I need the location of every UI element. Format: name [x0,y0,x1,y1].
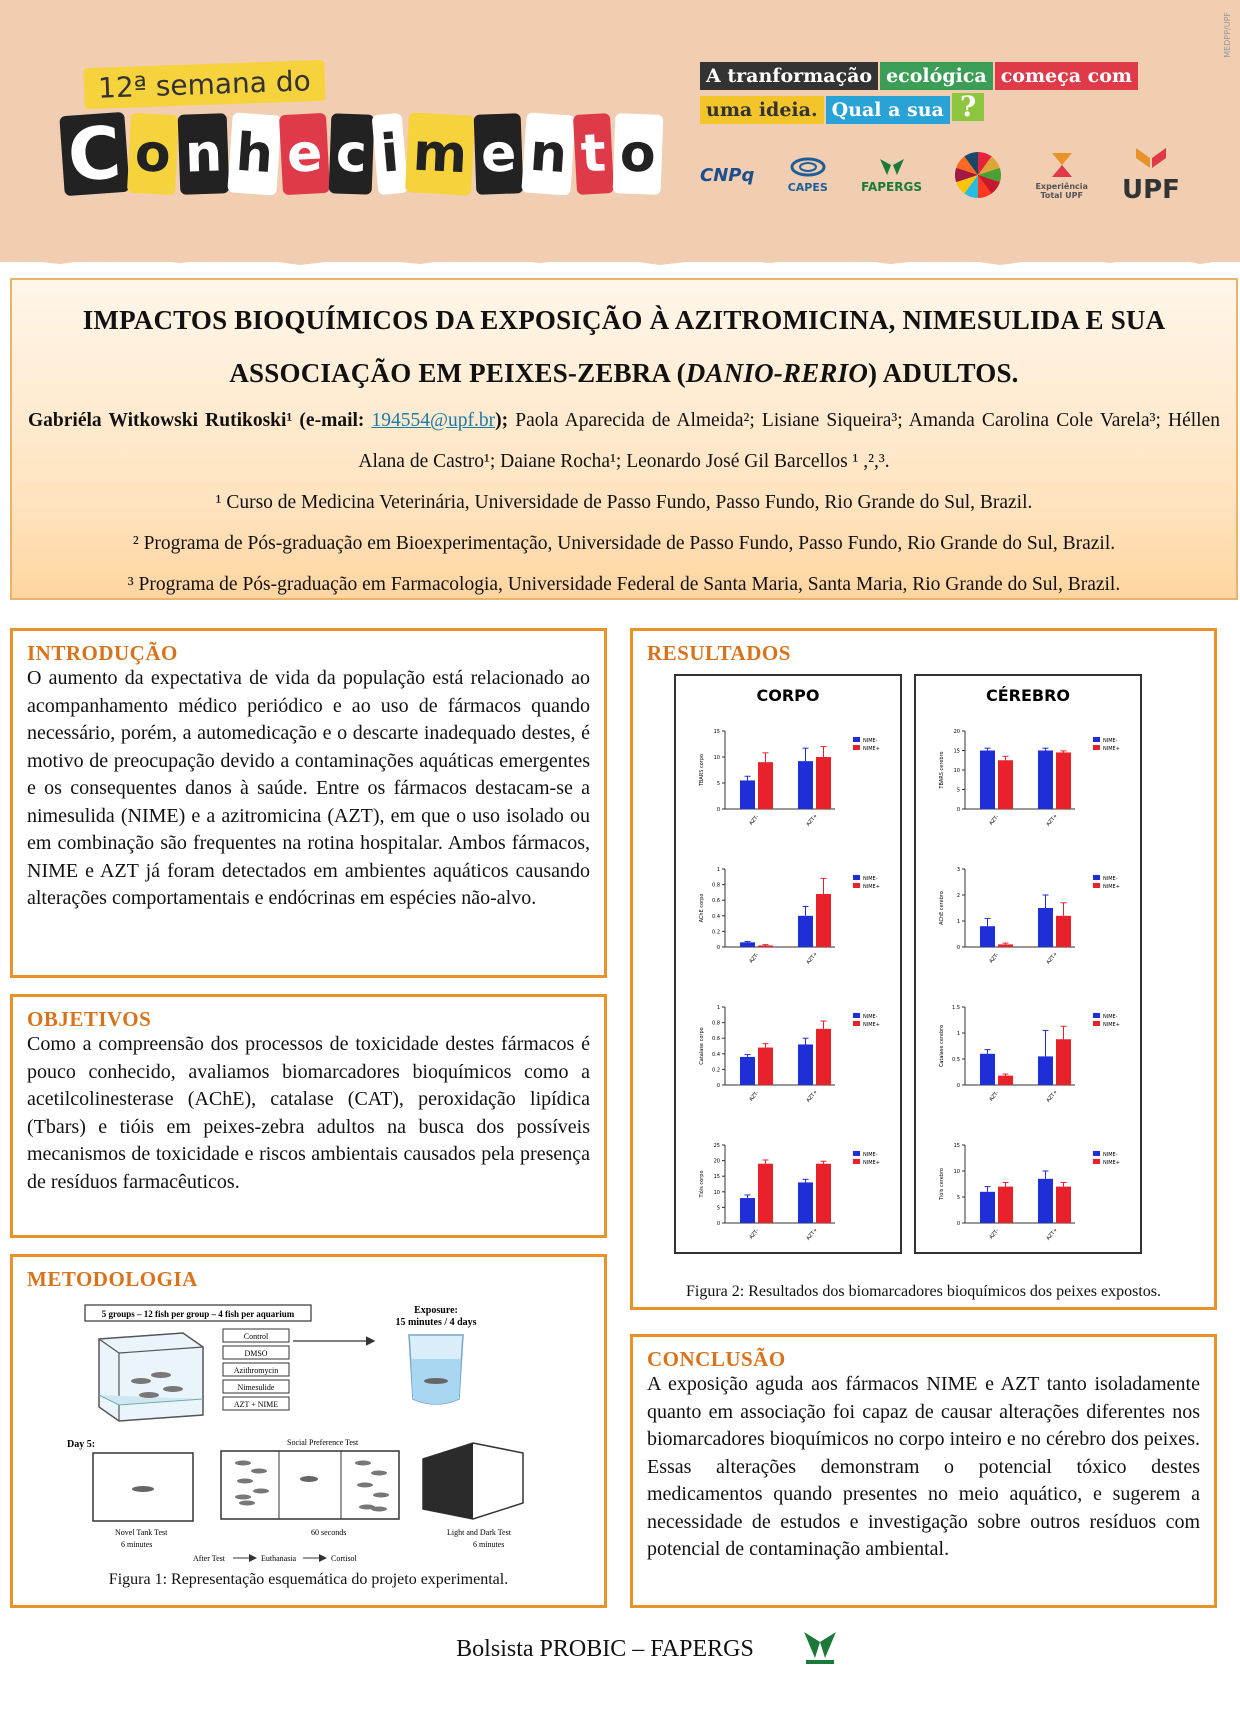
beaker-icon [409,1335,463,1404]
x-tick-label: AZT+ [1045,1089,1060,1104]
bar [998,1187,1013,1223]
experimental-design-schematic [53,1303,563,1565]
legend-swatch [853,1021,860,1026]
y-tick-label: 0 [956,807,960,813]
legend-swatch [1093,1021,1100,1026]
y-tick-label: 1 [716,867,720,873]
wordmark-letter: e [279,113,330,195]
tagline-fragment: uma ideia. [700,96,824,124]
bar [758,762,773,809]
social-test-time: 60 seconds [311,1528,347,1537]
y-tick-label: 0.4 [712,1051,720,1058]
x-tick-label: AZT+ [805,813,820,828]
x-tick-label: AZT- [988,1228,1001,1241]
x-tick-label: AZT- [988,1090,1001,1103]
bar [998,1076,1013,1085]
sponsor-logos [700,140,1180,210]
legend-swatch [1093,1151,1100,1156]
y-tick-label: 1 [956,1031,960,1037]
legend-swatch [1093,1013,1100,1018]
group-label: Azithromycin [233,1366,279,1375]
legend-label: NIME+ [863,1022,880,1028]
bar [816,894,831,947]
y-tick-label: 15 [953,1143,960,1149]
x-tick-label: AZT+ [805,951,820,966]
y-tick-label: 1 [716,1005,720,1011]
y-tick-label: 2 [956,893,960,899]
fish-shape [357,1483,373,1488]
legend-swatch [853,1013,860,1018]
metodologia-section [10,1254,607,1608]
bar [758,1048,773,1085]
biomarker-charts [673,673,1143,1257]
aquarium-icon [99,1333,203,1421]
bar [980,1054,995,1085]
x-tick-label: AZT+ [1045,951,1060,966]
affiliation-2: ² Programa de Pós-graduação em Bioexperimentação, Universidade de Passo Fundo, Passo Fundo, Rio Grande do Sul, Brazil. [132,533,1116,554]
flow-cortisol: Cortisol [331,1554,357,1563]
introducao-section [10,628,607,978]
upf-logo: UPF [1122,145,1180,205]
y-tick-label: 15 [713,729,720,735]
x-tick-label: AZT- [748,814,761,827]
footer-text: Bolsista PROBIC – FAPERGS [456,1636,754,1662]
y-tick-label: 15 [953,748,960,755]
legend-label: NIME+ [863,884,880,890]
y-tick-label: 0 [956,945,960,951]
fish-shape [239,1501,255,1506]
legend-label: NIME+ [863,1160,880,1166]
legend-swatch [1093,883,1100,888]
event-logo [62,58,657,208]
day-label: Day 5: [67,1439,96,1450]
y-tick-label: 25 [713,1143,720,1149]
novel-tank-time: 6 minutes [121,1540,153,1549]
objetivos-section [10,994,607,1238]
flow-after-test: After Test [193,1554,225,1563]
y-tick-label: 20 [953,729,960,735]
wordmark-letter: e [473,113,523,195]
legend-label: NIME+ [1103,1160,1120,1166]
bar [740,1057,755,1085]
y-tick-label: 5 [956,1195,960,1201]
flow-euthanasia: Euthanasia [261,1554,297,1563]
author-list: Gabriéla Witkowski Rutikoski¹ (e-mail: 194554@upf.br); Paola Aparecida de Almeida²; Lisiane Siqueira³; Amanda Carolina Cole Varela³; Héllen Alana de Castro¹; Daiane Rocha¹; Leonardo José Gil Barcellos ¹ ,²,³. [28,410,1221,472]
wordmark-letter: c [329,113,375,194]
x-tick-label: AZT- [748,952,761,965]
introducao-heading: INTRODUÇÃO [27,641,178,665]
wordmark-letter: n [177,113,229,195]
bar [1038,1179,1053,1223]
figure-1-caption: Figura 1: Representação esquemática do projeto experimental. [108,1571,509,1588]
poster-title: IMPACTOS BIOQUÍMICOS DA EXPOSIÇÃO À AZITROMICINA, NIMESULIDA E SUA ASSOCIAÇÃO EM PEIXES-ZEBRA (DANIO-RERIO) ADULTOS. [82,305,1166,388]
y-tick-label: 0 [956,1221,960,1227]
bar [1056,1039,1071,1085]
objetivos-text: Como a compreensão dos processos de toxicidade destes fármacos é pouco conhecido, avaliamos biomarcadores bioquímicos como a acetilcolinesterase (AChE), catalase (CAT), peroxidação lipídica (Tbars) e tióis em peixes-zebra adultos na busca dos possíveis mecanismos de toxicidade e riscos ambientais causados pela presença de resíduos farmacêuticos. [27,1033,590,1193]
legend-swatch [1093,1159,1100,1164]
legend-label: NIME- [863,1014,878,1020]
y-tick-label: 0.8 [712,882,720,889]
bar [980,1192,995,1223]
y-tick-label: 10 [713,755,720,761]
legend-label: NIME+ [1103,884,1120,890]
bar [1038,1056,1053,1085]
wordmark-letter: m [405,112,475,195]
exposure-title: Exposure: [414,1305,458,1316]
ods-wheel-logo [955,152,1001,198]
group-label: Nimesulide [237,1383,275,1392]
group-label: DMSO [244,1349,268,1358]
legend-label: NIME+ [1103,1022,1120,1028]
legend-label: NIME- [1103,1152,1118,1158]
exposure-detail: 15 minutes / 4 days [395,1317,477,1328]
x-tick-label: AZT- [748,1228,761,1241]
fish-shape [253,1489,269,1494]
legend-swatch [853,1151,860,1156]
fapergs-footer-logo [798,1628,842,1668]
y-tick-label: 1.5 [952,1005,960,1011]
wordmark-letter: n [521,112,575,195]
affiliation-3: ³ Programa de Pós-graduação em Farmacologia, Universidade Federal de Santa Maria, Santa Maria, Rio Grande do Sul, Brazil. [127,574,1121,595]
tagline-fragment: começa com [995,62,1138,90]
bar [816,1164,831,1223]
y-tick-label: 10 [713,1189,720,1196]
bar [758,945,773,947]
y-tick-label: 5 [956,787,960,794]
y-axis-label: AChE corpo [699,893,705,923]
fish-shape [371,1507,387,1512]
bar [798,1044,813,1085]
event-wordmark [62,110,662,198]
wordmark-letter: h [227,112,281,195]
legend-label: NIME+ [1103,746,1120,752]
footer [0,1636,1240,1663]
group-label: Control [243,1332,269,1341]
tagline-fragment: Qual a sua [826,96,950,124]
social-test-label: Social Preference Test [287,1438,359,1447]
y-axis-label: Catalase cerebro [939,1024,945,1068]
bar [998,944,1013,947]
fish-shape [371,1471,387,1476]
wordmark-letter: o [127,113,179,195]
legend-swatch [853,737,860,742]
light-dark-label: Light and Dark Test [447,1528,511,1537]
y-tick-label: 5 [716,781,720,787]
wordmark-letter: i [371,113,408,195]
legend-label: NIME- [1103,738,1118,744]
bar [816,1029,831,1085]
y-axis-label: Tióis cerebro [939,1168,945,1200]
experiencia-upf-logo: Experiência Total UPF [1035,150,1089,200]
y-tick-label: 15 [713,1174,720,1181]
bar [1056,1187,1071,1223]
y-axis-label: TBARS corpo [699,753,705,787]
y-tick-label: 10 [953,768,960,774]
bar [740,942,755,947]
cerebro-frame [915,675,1141,1253]
event-banner [0,0,1240,262]
legend-label: NIME- [863,876,878,882]
y-tick-label: 20 [713,1158,720,1165]
event-subtitle: 12ª semana do [83,60,325,109]
corpo-frame [675,675,901,1253]
affiliation-1: ¹ Curso de Medicina Veterinária, Universidade de Passo Fundo, Passo Fundo, Rio Grande do Sul, Brazil. [215,492,1033,513]
introducao-text: O aumento da expectativa de vida da população está relacionado ao acompanhamento médico periódico e ao uso de fármacos quando necessário, porém, a automedicação e o descarte inadequado destes, é motivo de preocupação devido a contaminações aquáticas emergentes e os consequentes danos à saúde. Entre os fármacos destacam-se a nimesulida (NIME) e a azitromicina (AZT), em que o uso isolado ou em combinação são frequentes na rotina hospitalar. Ambos fármacos, NIME e AZT já foram detectados em ambientes aquáticos causando alterações comportamentais e endócrinas em espécies não-alvo. [27,667,590,909]
groups-header: 5 groups – 12 fish per group – 4 fish per aquarium [101,1309,295,1319]
side-code: MEDPP/UPF [1223,12,1232,58]
legend-swatch [1093,737,1100,742]
bar [1056,916,1071,947]
fish-shape [373,1493,389,1498]
legend-swatch [853,875,860,880]
bar [1038,908,1053,947]
fapergs-logo: FAPERGS [861,157,922,194]
bar [740,1198,755,1223]
resultados-section [630,628,1217,1310]
conclusao-section [630,1334,1217,1608]
y-axis-label: Tióis corpo [699,1170,705,1198]
x-tick-label: AZT+ [805,1089,820,1104]
legend-swatch [853,1159,860,1164]
x-tick-label: AZT- [988,814,1001,827]
y-axis-label: AChE cerebro [939,891,945,925]
title-box [10,278,1238,600]
cnpq-logo: CNPq [700,164,755,186]
legend-swatch [853,883,860,888]
treatment-groups [223,1329,289,1410]
y-tick-label: 0 [716,807,720,813]
metodologia-heading: METODOLOGIA [27,1267,198,1291]
y-axis-label: Catalase corpo [699,1027,705,1065]
bar [798,916,813,947]
y-tick-label: 0 [716,945,720,951]
x-tick-label: AZT- [748,1090,761,1103]
x-tick-label: AZT+ [805,1227,820,1242]
bar [1038,751,1053,810]
y-tick-label: 0.2 [712,1067,720,1074]
cerebro-title: CÉREBRO [985,686,1071,705]
legend-label: NIME- [863,1152,878,1158]
y-tick-label: 0.2 [712,929,720,936]
wordmark-letter: C [59,112,129,196]
legend-swatch [1093,875,1100,880]
y-tick-label: 0.5 [952,1057,960,1063]
tagline-fragment: A tranformação [700,62,878,90]
x-tick-label: AZT+ [1045,1227,1060,1242]
light-dark-tank-icon [423,1443,523,1519]
novel-tank-label: Novel Tank Test [115,1528,168,1537]
legend-swatch [853,745,860,750]
resultados-heading: RESULTADOS [647,641,791,665]
y-tick-label: 0.6 [712,898,720,905]
corpo-title: CORPO [756,686,820,705]
y-tick-label: 1 [956,919,960,925]
fish-shape [355,1461,371,1466]
group-label: AZT + NIME [233,1400,279,1409]
bar [998,760,1013,809]
fish-shape [251,1469,267,1474]
y-tick-label: 10 [953,1169,960,1175]
legend-label: NIME+ [863,746,880,752]
wordmark-letter: t [573,113,614,195]
light-dark-time: 6 minutes [473,1540,505,1549]
tagline-fragment: ? [952,93,984,121]
torn-paper-edge [0,248,1240,270]
capes-logo: CAPES [788,156,828,194]
bar [1056,752,1071,809]
author-email-link[interactable]: 194554@upf.br [371,410,496,431]
tagline-fragment: ecológica [880,62,993,90]
bar [980,926,995,947]
legend-label: NIME- [863,738,878,744]
figure-2-caption: Figura 2: Resultados dos biomarcadores bioquímicos dos peixes expostos. [685,1283,1162,1300]
legend-swatch [1093,745,1100,750]
conclusao-heading: CONCLUSÃO [647,1347,786,1371]
bar [798,761,813,809]
objetivos-heading: OBJETIVOS [27,1007,152,1031]
y-axis-label: TBARS cerebro [939,751,945,789]
bar [816,757,831,809]
y-tick-label: 0.4 [712,913,720,920]
x-tick-label: AZT+ [1045,813,1060,828]
y-tick-label: 0.8 [712,1020,720,1027]
y-tick-label: 3 [956,867,960,873]
bar [980,751,995,810]
fish-shape [237,1479,253,1484]
fish-shape [235,1495,251,1500]
x-tick-label: AZT- [988,952,1001,965]
bar [758,1164,773,1223]
bar [740,780,755,809]
y-tick-label: 0.6 [712,1036,720,1043]
y-tick-label: 5 [716,1205,720,1212]
event-tagline [700,62,1180,127]
conclusao-text: A exposição aguda aos fármacos NIME e AZT tanto isoladamente quanto em associação foi capaz de causar alterações diferentes nos biomarcadores bioquímicos no corpo inteiro e no cérebro dos peixes. Essas alterações demonstram o potencial tóxico destes medicamentos quando presentes no meio aquático, e sugerem a necessidade de estudos e investigação sobre outros resíduos com potencial de contaminação ambiental. [647,1373,1200,1560]
legend-label: NIME- [1103,1014,1118,1020]
legend-label: NIME- [1103,876,1118,882]
bar [798,1182,813,1223]
y-tick-label: 0 [716,1221,720,1227]
fish-shape [235,1461,251,1466]
y-tick-label: 0 [716,1083,720,1089]
wordmark-letter: o [613,113,663,195]
y-tick-label: 0 [956,1083,960,1089]
